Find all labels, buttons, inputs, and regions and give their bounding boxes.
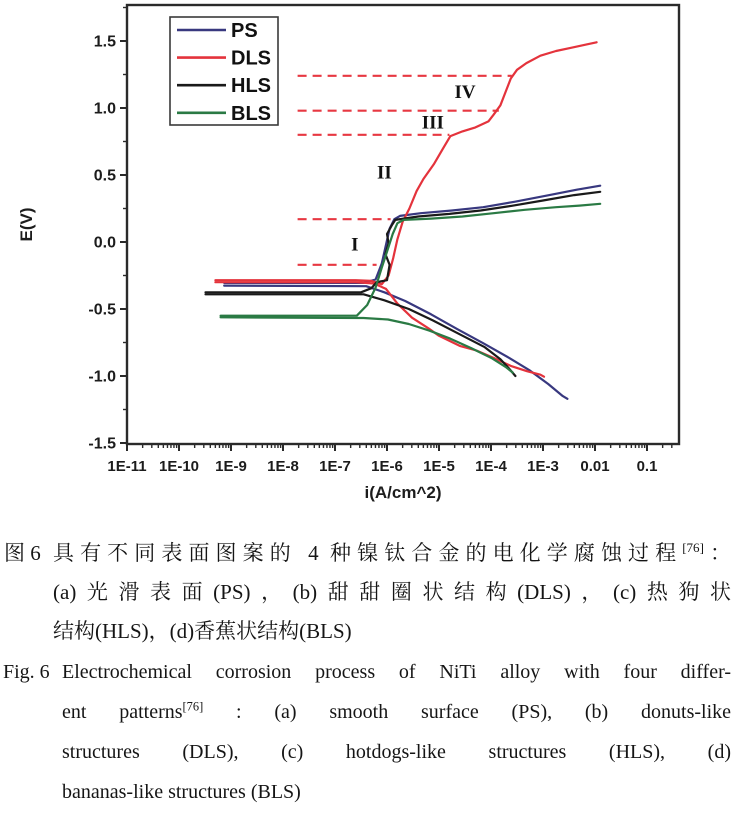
- x-axis-title: i(A/cm^2): [364, 483, 442, 502]
- y-tick-label: 0.0: [93, 234, 116, 252]
- x-tick-label: 1E-4: [475, 458, 507, 475]
- caption-line: Electrochemical corrosion process of NiTi alloy with four differ-: [62, 661, 731, 683]
- y-tick-label: 0.5: [93, 167, 116, 185]
- x-tick-label: 0.1: [636, 458, 658, 475]
- caption-english: [3, 652, 731, 812]
- region-label-II: II: [377, 162, 392, 184]
- caption-chinese: [4, 534, 731, 651]
- y-tick-label: 1.5: [93, 33, 116, 51]
- caption-line: bananas-like structures (BLS): [62, 781, 301, 803]
- legend-label-PS: PS: [231, 20, 258, 42]
- y-axis-title: E(V): [17, 207, 36, 242]
- caption-line: 结构(HLS)，(d)香蕉状结构(BLS): [53, 619, 352, 643]
- y-tick-label: -1.0: [88, 368, 116, 386]
- x-axis: [107, 444, 671, 475]
- y-tick-label: -1.5: [88, 435, 116, 453]
- x-tick-label: 1E-6: [371, 458, 403, 475]
- caption-english-label: Fig. 6: [3, 661, 50, 683]
- x-tick-label: 1E-7: [319, 458, 351, 475]
- x-tick-label: 1E-11: [107, 458, 147, 475]
- x-tick-label: 1E-9: [215, 458, 247, 475]
- region-label-III: III: [421, 112, 444, 134]
- caption-line: ent patterns[76] : (a) smooth surface (PS), (b) donuts-like: [62, 699, 732, 723]
- x-tick-label: 1E-5: [423, 458, 455, 475]
- caption-english-text: [62, 652, 731, 812]
- caption-line: (a)光滑表面(PS)，(b)甜甜圈状结构(DLS)，(c)热狗状: [53, 580, 731, 604]
- series-DLS-cathodic: [215, 282, 544, 377]
- x-tick-label: 1E-3: [527, 458, 559, 475]
- legend-label-BLS: BLS: [231, 102, 271, 125]
- legend-label-HLS: HLS: [231, 75, 271, 98]
- x-tick-label: 1E-8: [267, 458, 299, 475]
- series-BLS-anodic: [221, 204, 601, 316]
- x-tick-label: 1E-10: [158, 458, 200, 475]
- caption-line: 具有不同表面图案的 4 种镍钛合金的电化学腐蚀过程[76]：: [53, 540, 731, 565]
- legend-label-DLS: DLS: [231, 47, 271, 70]
- caption-chinese-text: [53, 534, 731, 651]
- x-tick-label: 0.01: [580, 458, 610, 475]
- y-axis: [88, 8, 127, 453]
- series-BLS: [221, 204, 601, 373]
- legend: [170, 17, 278, 125]
- y-tick-label: 1.0: [93, 100, 116, 118]
- y-tick-label: -0.5: [88, 301, 116, 319]
- region-label-IV: IV: [454, 81, 476, 103]
- series-BLS-cathodic: [221, 317, 513, 372]
- region-label-I: I: [351, 234, 359, 256]
- caption-chinese-label: 图 6: [4, 541, 41, 565]
- caption-line: structures (DLS), (c) hotdogs-like structures (HLS), (d): [62, 741, 731, 763]
- series-HLS-anodic: [206, 192, 601, 292]
- guide-lines: [298, 76, 512, 265]
